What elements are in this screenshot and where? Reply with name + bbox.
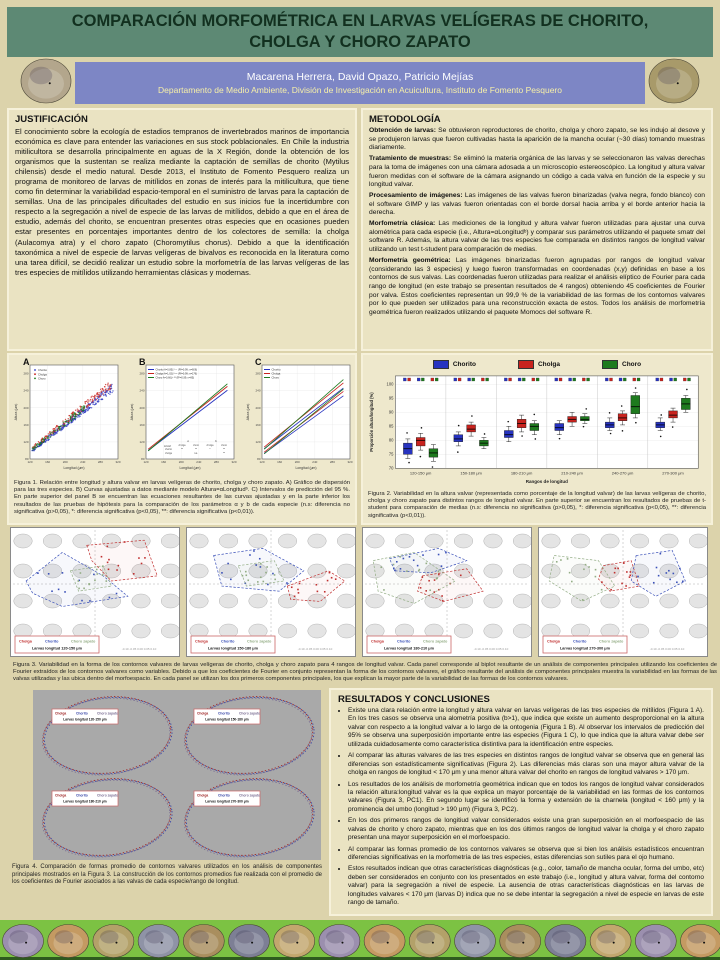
- svg-text:160: 160: [161, 460, 167, 464]
- svg-text:270-300 μm: 270-300 μm: [662, 470, 684, 476]
- svg-text:240-270 μm: 240-270 μm: [611, 470, 634, 476]
- svg-text:100: 100: [386, 381, 394, 387]
- justificacion-heading: JUSTIFICACIÓN: [15, 114, 88, 125]
- svg-text:cholga: cholga: [178, 444, 186, 447]
- svg-text:120: 120: [23, 440, 29, 445]
- svg-text:Cholga: Cholga: [197, 793, 209, 798]
- paragraph-text: Las imágenes de las valvas fueron binarizadas (valva negra, fondo blanco) con el software GIMP y las valvas fueron orientadas con el borde dorsal hacia arriba y el borde anterior hacia la derecha.: [369, 191, 705, 217]
- figure1-panel-b: [129, 359, 239, 477]
- svg-text:Cholga: Cholga: [547, 639, 560, 644]
- justificacion-body: El conocimiento sobre la ecología de estadios tempranos de invertebrados marinos de importancia económica es clave para entender las variaciones en sus stock poblacionales. En Chile la industria mitilicultora se desarrolla principalmente en aguas de la X Región, donde la obtención de los organismos que la sustentan se realiza mediante la captación de semillas de chorito (Mytilus chilensis) desde el medio natural. Desde 2013, el Instituto de Fomento Pesquero realiza un programa de monitoreo de larvas de mitílidos en zonas de interés para la mitilicultura, que tiene como fin determinar la variabilidad espacio-temporal en el suministro de larvas para la captación de semillas. Una de las principales dificultades del estudio en sus inicios fue la incertidumbre con respecto a la segregación a nivel de especie de las larvas de mitílidos, debido a que en el área de estudio, además del chorito, se encuentran presentes otras especies que en ocasiones pueden estar presentes en porcentajes importantes dentro de los colectores de semilla: la cholga (Aulacomya atra) y el choro zapato (Choromytilus chorus). Debido a que la identificación taxonómica a nivel de especie de larvas velígeras de bivalvos es reconocida en la literatura como una tarea difícil, se decidió realizar un estudio sobre la morfometría de las larvas velígeras de las tres especies de mitílidos utilizando herramientas clásicas y modernas.: [15, 127, 349, 277]
- figure1-lines-chart: [129, 359, 239, 477]
- figure3-panel-4: [538, 527, 708, 657]
- svg-text:280: 280: [255, 371, 261, 376]
- legend-label: Choro: [622, 360, 642, 368]
- svg-text:-0.10 -0.05 0.00 0.05: -0.10 -0.05 0.00 0.05 0.10: [473, 647, 509, 651]
- figure3-caption: Figura 3. Variabilidad en la forma de los contornos valvares de larvas velígeras de chorito, cholga y choro zapato para 4 rangos de longitud valvar. Cada panel corresponde al biplot resultante de un análisis de componentes principales utilizando los coeficientes de Fourier extraídos de los contornos valvares como variables. Debido a que los coeficientes de Fourier en conjunto representan la forma de los contornos valvares, el gráfico resultante del análisis de componentes principales muestra la variabilidad en las formas de las valvas utilizadas y las ubica dentro del morfoespacio. En cada panel se utilizan los dos primeros componentes principales, los que explican la mayor parte de la variabilidad de las formas de los contornos valvares.: [13, 662, 717, 683]
- metodologia-paragraph: [369, 220, 705, 255]
- resultado-bullet: • Al comparar las formas promedio de los contornos valvares se observa que si bien los análisis estadísticos encuentran diferencias significativas en la morfometría de las tres especies, estas diferencias son sutiles para el ojo humano.: [348, 846, 704, 863]
- svg-text:n.s.: n.s.: [194, 452, 198, 455]
- svg-text:Proporción altura/longitud (%): Proporción altura/longitud (%): [368, 392, 374, 452]
- svg-text:200: 200: [178, 460, 184, 464]
- svg-text:-0.10 -0.05 0.00 0.05: -0.10 -0.05 0.00 0.05 0.10: [649, 647, 685, 651]
- svg-text:200: 200: [294, 460, 300, 464]
- svg-text:**: **: [223, 448, 225, 451]
- legend-item-chorito: [433, 360, 476, 369]
- svg-text:Cholga: Cholga: [19, 639, 32, 644]
- svg-text:120: 120: [255, 440, 261, 445]
- svg-text:160: 160: [23, 422, 29, 427]
- svg-text:-0.10 -0.05 0.00 0.05: -0.10 -0.05 0.00 0.05 0.10: [121, 647, 157, 651]
- svg-text:150-180 μm: 150-180 μm: [460, 470, 482, 476]
- svg-text:*: *: [209, 448, 211, 451]
- authors: Macarena Herrera, David Opazo, Patricio Mejías: [246, 71, 474, 83]
- svg-text:120-150 μm: 120-150 μm: [409, 470, 432, 476]
- metodologia-paragraph: [369, 127, 705, 153]
- svg-text:Chorito: Chorito: [397, 639, 411, 644]
- figure3-panel-1: [10, 527, 180, 657]
- figure3-panel-2: [186, 527, 356, 657]
- figure1-panel-c: [245, 359, 355, 477]
- svg-text:Altura (μm): Altura (μm): [246, 403, 250, 421]
- svg-text:Rangos de longitud: Rangos de longitud: [525, 479, 568, 485]
- panel-b-label: B: [139, 357, 146, 367]
- svg-text:b: b: [215, 439, 217, 443]
- svg-text:240: 240: [196, 460, 202, 464]
- figure3-biplot-3: [363, 528, 531, 656]
- svg-text:Larvas longitud 180-210 μm: Larvas longitud 180-210 μm: [63, 799, 107, 804]
- legend-item-choro: [602, 360, 641, 369]
- svg-text:Chorito: Chorito: [218, 711, 230, 716]
- svg-text:Chorito: Chorito: [45, 639, 59, 644]
- svg-text:Choro A=0,66L¹·⁰³ (R²=0,99; n=: Choro A=0,66L¹·⁰³ (R²=0,99; n=85): [155, 376, 195, 380]
- svg-text:Cholga: Cholga: [197, 711, 209, 716]
- metodologia-body: [369, 127, 705, 318]
- figure1-box: [7, 353, 357, 525]
- resultado-bullet: • Estos resultados indican que otras características diagnósticas (e.g., color, tamaño de mancha ocular, forma del umbo, etc) deben ser considerados en conjunto con los presentados en este trabajo (i.e., longitud y altura valvar, forma del contorno valvar) para la segregación a nivel de especie. La ausencia de otras características diagnósticas en las larvas de longitudes valvares < 170 μm (larvas D) indica que no se debe intentar la segregación a nivel de especie en larvas de este rango de tamaño.: [348, 865, 704, 907]
- figure1-caption: Figura 1. Relación entre longitud y altura valvar en larvas velígeras de chorito, cholga y choro zapato. A) Gráfico de dispersión para las tres especies. B) Curvas ajustadas a datos mediante modelo Altura=αLongitudᵇ. C) Intervalos de predicción del 95 %. En parte superior del panel B se encuentran las ecuaciones resultantes de las curvas ajustadas y en la parte inferior los resultados de las pruebas de hipótesis para la comparación de los parámetros α y b de cada especie (n.s: diferencia no significativa (p>0,05), *: diferencia significativa (p<0,05), **: diferencia significativa (p<0,01)).: [14, 480, 350, 515]
- paragraph-text: Se obtuvieron reproductores de chorito, cholga y choro zapato, se les indujo al desove y se produjeron larvas que fueron cultivadas hasta la aparición de la mancha ocular (~30 días) tomando muestras diariamente.: [369, 127, 705, 152]
- svg-text:240: 240: [312, 460, 318, 464]
- figure1-intervals-chart: [245, 359, 355, 477]
- svg-text:Larvas longitud 120-150 μm: Larvas longitud 120-150 μm: [31, 646, 83, 651]
- svg-text:Cholga: Cholga: [271, 371, 281, 376]
- figure3-biplot-1: [11, 528, 179, 656]
- svg-text:240: 240: [23, 388, 29, 393]
- svg-text:chorito: chorito: [164, 448, 172, 451]
- svg-text:320: 320: [115, 460, 121, 464]
- svg-text:95: 95: [388, 395, 394, 401]
- figure1-panels: [9, 355, 355, 477]
- paragraph-text: Se eliminó la materia orgánica de las larvas y se seleccionaron las valvas derechas para la toma de imágenes con una cámara adosada a un microscopio estereoscópico. La longitud y altura valvar fueron medidas con el software de la cámara asignando un código a cada valva en función de la especie y su longitud valvar.: [369, 155, 705, 189]
- svg-text:Larvas longitud 270-300 μm: Larvas longitud 270-300 μm: [559, 646, 611, 651]
- svg-text:Chorito: Chorito: [573, 639, 587, 644]
- larvae-photo-strip: [0, 920, 720, 960]
- panel-a-label: A: [23, 357, 30, 367]
- svg-text:Larvas longitud 150-180 μm: Larvas longitud 150-180 μm: [207, 646, 259, 651]
- svg-text:α: α: [187, 439, 189, 443]
- svg-text:80: 80: [257, 457, 261, 462]
- svg-text:85: 85: [388, 423, 394, 429]
- svg-text:cholga: cholga: [164, 452, 172, 455]
- svg-text:Larvas longitud 270-300 μm: Larvas longitud 270-300 μm: [205, 799, 249, 804]
- svg-text:Chorito: Chorito: [271, 367, 281, 372]
- svg-text:180-210 μm: 180-210 μm: [510, 470, 533, 476]
- svg-text:Cholga: Cholga: [195, 639, 208, 644]
- svg-text:Choro zapato: Choro zapato: [599, 639, 624, 644]
- svg-text:160: 160: [139, 422, 145, 427]
- resultados-heading: RESULTADOS Y CONCLUSIONES: [338, 694, 490, 705]
- paragraph-label: Procesamiento de imágenes:: [369, 191, 463, 199]
- svg-text:Choro zapato: Choro zapato: [247, 639, 272, 644]
- shell-photo-left: [18, 57, 74, 105]
- legend-item-cholga: [518, 360, 560, 369]
- svg-text:**: **: [223, 452, 225, 455]
- svg-text:Longitud (μm): Longitud (μm): [63, 466, 85, 470]
- metodologia-paragraph: [369, 192, 705, 218]
- svg-text:320: 320: [231, 460, 237, 464]
- svg-text:120: 120: [259, 460, 265, 464]
- svg-text:Choro zapato: Choro zapato: [239, 793, 261, 798]
- svg-text:Larvas longitud 180-210 μm: Larvas longitud 180-210 μm: [383, 646, 435, 651]
- paragraph-label: Morfometría geométrica:: [369, 256, 451, 264]
- figure3-panel-3: [362, 527, 532, 657]
- figure4-caption: Figura 4. Comparación de formas promedio de contornos valvares utilizados en los análisis de componentes principales mostrados en la Figura 3. La construcción de los contornos promedios fue realizada con el promedio de los coeficientes de Fourier asociados a las valvas de cada especie/rango de longitud.: [12, 864, 322, 885]
- paragraph-text: Las mediciones de la longitud y altura valvar fueron utilizadas para ajustar una curva alométrica para cada especie (i.e., Altura=αLongitudᵇ) y comparar sus parámetros utilizando el paquete smatr del software R. Además, la altura valvar de las tres especies fue comparada en distintos rangos de longitud valvar utilizando un test t-student para comparación de medias.: [369, 220, 705, 254]
- figure3-biplot-4: [539, 528, 707, 656]
- metodologia-paragraph: [369, 155, 705, 190]
- resultados-list: [348, 707, 704, 908]
- section-resultados: [329, 688, 713, 916]
- svg-text:80: 80: [141, 457, 145, 462]
- poster-title-bar: [7, 7, 713, 57]
- paragraph-label: Tratamiento de muestras:: [369, 155, 452, 163]
- svg-text:Longitud (μm): Longitud (μm): [295, 466, 317, 470]
- svg-text:240: 240: [255, 388, 261, 393]
- svg-text:120: 120: [139, 440, 145, 445]
- metodologia-heading: METODOLOGÍA: [369, 114, 441, 125]
- svg-text:**: **: [195, 448, 197, 451]
- author-bar: [75, 62, 645, 104]
- metodologia-paragraph: [369, 257, 705, 318]
- svg-text:Choro zapato: Choro zapato: [71, 639, 96, 644]
- svg-text:280: 280: [23, 371, 29, 376]
- affiliation: Departamento de Medio Ambiente, División de Investigación en Acuicultura, Instituto de Fomento Pesquero: [158, 85, 562, 95]
- svg-text:120: 120: [143, 460, 149, 464]
- svg-text:240: 240: [139, 388, 145, 393]
- figure1-panel-a: [13, 359, 123, 477]
- svg-text:160: 160: [277, 460, 283, 464]
- cholga-swatch-icon: [518, 360, 534, 369]
- legend-label: Cholga: [537, 360, 560, 368]
- svg-text:280: 280: [97, 460, 103, 464]
- svg-text:A=αLᵇ: A=αLᵇ: [164, 445, 172, 448]
- resultado-bullet: • Al comparar las alturas valvares de las tres especies en distintos rangos de longitud valvar se observa que en general las diferencias son estadísticamente significativas (Figura 2). Las diferencias más claras son una mayor altura valvar de la cholga en rangos de longitud < 170 μm y una menor altura valvar del chorito en rangos de longitud valvares > 170 μm.: [348, 752, 704, 777]
- paragraph-label: Obtención de larvas:: [369, 127, 436, 134]
- svg-text:Choro: Choro: [271, 375, 280, 380]
- chorito-swatch-icon: [433, 360, 449, 369]
- section-justificacion: [7, 108, 357, 351]
- figure1-scatter-chart: [13, 359, 123, 477]
- resultado-bullet: • Existe una clara relación entre la longitud y altura valvar en larvas velígeras de las tres especies de mitílidos (Figura 1 A). En los tres casos se observa una alometría positiva (b>1), que indica que existe un aumento desproporcional en la altura valvar con respecto a la longitud valvar a lo largo de la ontogenia (Figura 1 B). Al observar los intervalos de predicción del 95% se observa una superposición importante entre las especies (Figura 1 C), lo que indica que la altura valvar debe ser utilizada cuidadosamente como característica distintiva para la identificación entre especies.: [348, 707, 704, 749]
- choro-swatch-icon: [602, 360, 618, 369]
- panel-c-label: C: [255, 357, 262, 367]
- svg-text:120: 120: [27, 460, 33, 464]
- svg-text:200: 200: [62, 460, 68, 464]
- resultado-bullet: • En los dos primeros rangos de longitiud valvar considerados existe una gran superposición en el morfoespacio de las valvas de chorito y choro zapato, mientras que en los dos últimos rangos de longitud valvar la cholga y el choro zapato presentan una mayor superposición en el morfoespacio.: [348, 817, 704, 842]
- svg-text:80: 80: [388, 437, 394, 443]
- svg-text:Altura (μm): Altura (μm): [130, 403, 134, 421]
- svg-text:210-240 μm: 210-240 μm: [561, 470, 583, 476]
- svg-text:Chorito A=0,85L⁰·⁹⁷ (R²=0,99;: Chorito A=0,85L⁰·⁹⁷ (R²=0,99; n=606): [155, 368, 198, 372]
- figure2-caption: Figura 2. Variabilidad en la altura valvar (representada como porcentaje de la longitud valvar) de las larvas velígeras de chorito, cholga y choro zapato para distintos rangos de longitud valvar. En parte superior se encuentran los resultados de pruebas de t-student para comparación de medias (n.s: diferencia no significativa (p>0,05), *: diferencia significativa (p<0,05), **: diferencia significativa (p<0,01)).: [368, 491, 706, 519]
- svg-text:Choro zapato: Choro zapato: [239, 711, 261, 716]
- svg-text:Cholga: Cholga: [55, 793, 67, 798]
- svg-text:90: 90: [388, 409, 394, 415]
- svg-text:Chorito: Chorito: [38, 368, 48, 373]
- svg-text:75: 75: [388, 451, 394, 457]
- svg-text:280: 280: [213, 460, 219, 464]
- svg-text:200: 200: [23, 405, 29, 410]
- figure4-contours: [33, 690, 321, 860]
- svg-text:70: 70: [388, 465, 394, 471]
- svg-text:-0.10 -0.05 0.00 0.05: -0.10 -0.05 0.00 0.05 0.10: [297, 647, 333, 651]
- legend-label: Chorito: [452, 360, 476, 368]
- svg-text:Cholga: Cholga: [371, 639, 384, 644]
- svg-text:Larvas longitud 150-180 μm: Larvas longitud 150-180 μm: [205, 717, 249, 722]
- svg-text:240: 240: [80, 460, 86, 464]
- svg-text:160: 160: [45, 460, 51, 464]
- section-metodologia: [361, 108, 713, 351]
- figure2-box: [361, 353, 713, 525]
- svg-text:Chorito: Chorito: [221, 639, 235, 644]
- svg-text:Cholga: Cholga: [38, 372, 47, 377]
- figure3-biplot-2: [187, 528, 355, 656]
- svg-text:160: 160: [255, 422, 261, 427]
- resultado-bullet: • Los resultados de los análisis de morfometría geométrica indican que en todos los rangos de longitud valvar considerados la relación altura:longitud valvar es la que explica un mayor porcentaje de la variabilidad en las formas de los contornos valvares (Figura 3, PC1). En segundo lugar se identificó la forma y extensión de la charnela (longitud < 160 μm) y la prominencia del umbo (longitud > 190 μm) (Figura 3, PC2).: [348, 781, 704, 815]
- svg-text:Cholga A=1,02L⁰·⁹⁶ (R²=0,99; n: Cholga A=1,02L⁰·⁹⁶ (R²=0,99; n=176): [155, 372, 198, 376]
- svg-text:Longitud (μm): Longitud (μm): [179, 466, 201, 470]
- paragraph-text: Las imágenes binarizadas fueron agrupadas por rangos de longitud valvar (considerando las 3 especies) y luego fueron transformadas en coordenadas (x,y) definidas en base a los contornos de sus valvas. Las coordenadas fueron utilizadas para realizar el análisis elíptico de Fourier para cada rango de longitud (en este trabajo se presentan resultados de 4 rangos) obteniendo 45 coeficientes de Fourier por valva. Estos coeficientes representan un 99,9 % de la variabilidad de las formas de los contornos valvares por lo que pueden ser utilizados para una reconstrucción exacta de estos. Todos los análisis de morfometría geométrica fueron realizados utilizando el paquete Momocs del software R.: [369, 256, 705, 317]
- svg-text:Choro: Choro: [38, 376, 46, 381]
- svg-text:80: 80: [25, 457, 29, 462]
- svg-text:Choro zapato: Choro zapato: [423, 639, 448, 644]
- svg-text:Chorito: Chorito: [76, 711, 88, 716]
- svg-text:Altura (μm): Altura (μm): [14, 403, 18, 421]
- figure2-boxplot-chart: [363, 370, 711, 488]
- svg-text:choro: choro: [193, 444, 199, 447]
- figure2-legend: [363, 355, 711, 370]
- svg-text:Larvas longitud 120-150 μm: Larvas longitud 120-150 μm: [63, 717, 107, 722]
- svg-text:Chorito: Chorito: [218, 793, 230, 798]
- svg-text:Cholga: Cholga: [55, 711, 67, 716]
- svg-text:choro: choro: [221, 444, 227, 447]
- poster-title: COMPARACIÓN MORFOMÉTRICA EN LARVAS VELÍGERAS DE CHORITO, CHOLGA Y CHORO ZAPATO: [71, 12, 649, 51]
- svg-text:280: 280: [139, 371, 145, 376]
- svg-text:**: **: [181, 448, 183, 451]
- paragraph-label: Morfometría clásica:: [369, 220, 436, 228]
- svg-text:Choro zapato: Choro zapato: [97, 711, 119, 716]
- shell-photo-right: [646, 57, 702, 105]
- svg-text:280: 280: [329, 460, 335, 464]
- svg-text:200: 200: [255, 405, 261, 410]
- svg-text:Choro zapato: Choro zapato: [97, 793, 119, 798]
- svg-text:320: 320: [347, 460, 353, 464]
- svg-text:cholga: cholga: [206, 444, 214, 447]
- svg-text:200: 200: [139, 405, 145, 410]
- svg-text:Chorito: Chorito: [76, 793, 88, 798]
